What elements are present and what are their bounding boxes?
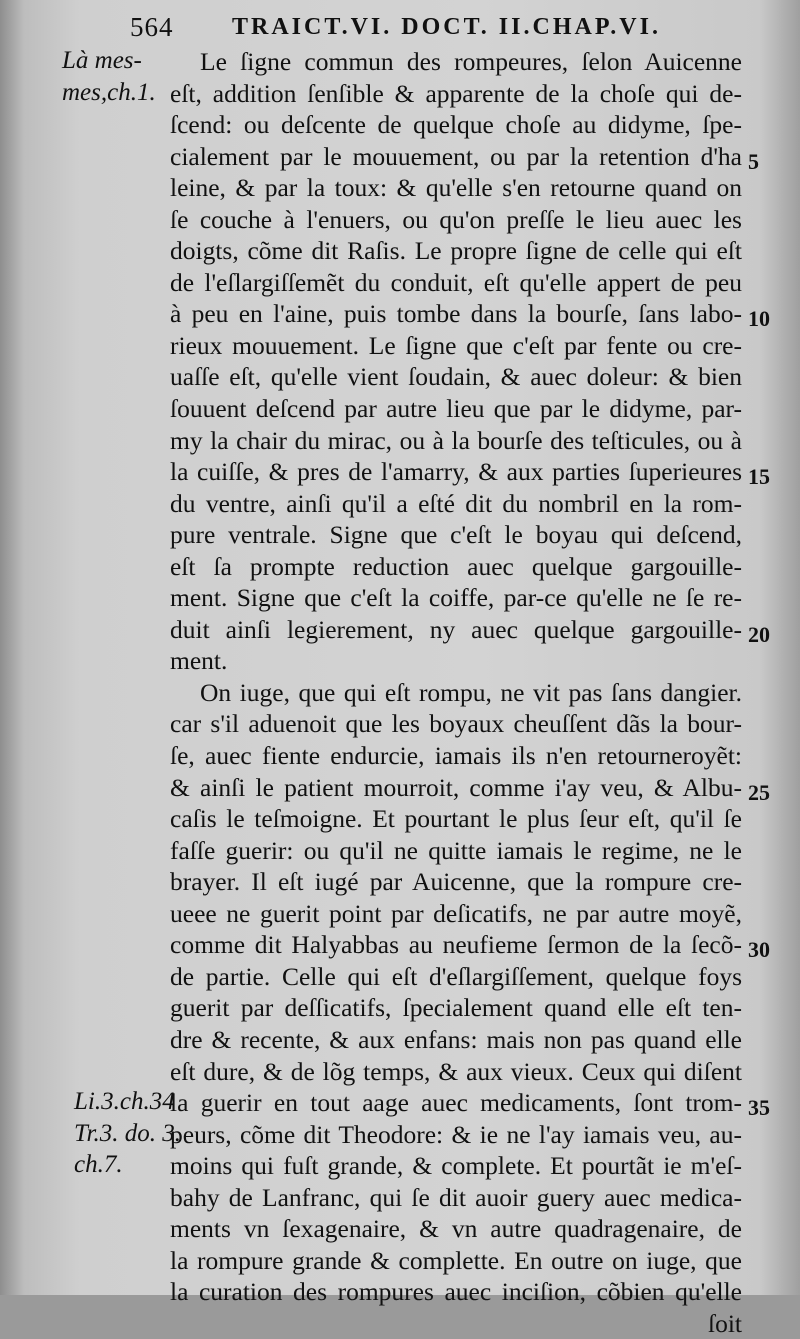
running-title: TRAICT.VI. DOCT. II.CHAP.VI.	[232, 14, 661, 40]
text-line: à peu en l'aine, puis tombe dans la bourſe, ſans labo-	[170, 299, 742, 329]
text-line: car s'il aduenoit que les boyaux cheuſſent dãs la bour-	[170, 709, 742, 739]
text-line: eſt dure, & de lõg temps, & aux vieux. Ceux qui diſent	[170, 1056, 742, 1086]
page-number: 564	[130, 12, 174, 42]
text-line: comme dit Halyabbas au neufieme ſermon de la ſecõ-	[170, 930, 742, 960]
text-line: la cuiſſe, & pres de l'amarry, & aux parties ſuperieures	[170, 457, 742, 487]
text-line: pure ventrale. Signe que c'eſt le boyau qui deſcend,	[170, 520, 742, 550]
text-line: eſt, addition ſenſible & apparente de la choſe qui de-	[170, 78, 742, 108]
text-line: eſt ſa prompte reduction auec quelque gargouille-	[170, 551, 742, 581]
text-line: Le ſigne commun des rompeures, ſelon Auicenne	[200, 47, 742, 76]
text-line: du ventre, ainſi qu'il a eſté dit du nombril en la rom-	[170, 488, 742, 518]
text-line: leine, & par la toux: & qu'elle s'en retourne quand on	[170, 173, 742, 203]
text-line: ments vn ſexagenaire, & vn autre quadragenaire, de	[170, 1214, 742, 1244]
text-line: ſe couche à l'enuers, ou qu'on preſſe le lieu auec les	[170, 204, 742, 234]
text-line: ment. Signe que c'eſt la coiffe, par-ce qu'elle ne ſe re-	[170, 583, 742, 613]
text-line: ſouuent deſcend par autre lieu que par le didyme, par-	[170, 394, 742, 424]
margin-note: Là mes-	[62, 47, 142, 74]
text-line: my la chair du mirac, ou à la bourſe des teſticules, ou à	[170, 425, 742, 455]
text-line: ueee ne guerit point par deſicatifs, ne par autre moyẽ,	[170, 898, 742, 928]
text-line: caſis le teſmoigne. Et pourtant le plus ſeur eſt, qu'il ſe	[170, 804, 742, 834]
line-number: 10	[748, 306, 770, 332]
margin-note: mes,ch.1.	[62, 78, 156, 106]
text-line: uaſſe eſt, qu'elle vient ſoudain, & auec doleur: & bien	[170, 362, 742, 392]
text-line: guerit par deſſicatifs, ſpecialement quand elle eſt ten-	[170, 993, 742, 1023]
text-line: la curation des rompures auec inciſion, cõbien qu'elle	[170, 1277, 742, 1307]
margin-note: ch.7.	[74, 1151, 123, 1179]
text-line: doigts, cõme dit Raſis. Le propre ſigne de celle qui eſt	[170, 236, 742, 266]
text-line: dre & recente, & aux enfans: mais non pas quand elle	[170, 1024, 742, 1054]
margin-note: Tr.3. do. 3.	[74, 1119, 181, 1147]
main-text	[170, 46, 742, 1339]
text-line: de l'eſlargiſſemẽt du conduit, eſt qu'elle appert de peu	[170, 267, 742, 297]
text-line: peurs, cõme dit Theodore: & ie ne l'ay iamais veu, au-	[170, 1119, 742, 1149]
line-number: 35	[748, 1095, 770, 1121]
text-line: duit ainſi legierement, ny auec quelque gargouille-	[170, 614, 742, 644]
line-number: 25	[748, 779, 770, 805]
text-line: la rompure grande & complette. En outre on iuge, que	[170, 1245, 742, 1275]
text-line: On iuge, que qui eſt rompu, ne vit pas ſans dangier.	[200, 677, 742, 707]
page-header	[0, 12, 800, 42]
text-line: moins qui fuſt grande, & complete. Et pourtãt ie m'eſ-	[170, 1151, 742, 1181]
text-line: bahy de Lanfranc, qui ſe dit auoir guery auec medica-	[170, 1182, 742, 1212]
text-line: ment.	[170, 646, 228, 676]
text-line: cialement par le mouuement, ou par la retention d'ha	[170, 141, 742, 171]
text-line: de partie. Celle qui eſt d'eſlargiſſement, quelque foys	[170, 961, 742, 991]
text-line: & ainſi le patient mourroit, comme i'ay veu, & Albu-	[170, 772, 742, 802]
line-number: 20	[748, 621, 770, 647]
text-line: la guerir en tout aage auec medicaments, ſont trom-	[170, 1088, 742, 1118]
line-number: 30	[748, 937, 770, 963]
text-line: brayer. Il eſt iugé par Auicenne, que la rompure cre-	[170, 867, 742, 897]
text-line: ſcend: ou deſcente de quelque choſe au didyme, ſpe-	[170, 110, 742, 140]
line-number: 15	[748, 464, 770, 490]
margin-note: Li.3.ch.34	[74, 1088, 175, 1116]
catchword: ſoit	[707, 1308, 742, 1338]
line-number: 5	[748, 148, 759, 174]
text-line: ſe, auec fiente endurcie, iamais ils n'en retourneroyẽt:	[170, 741, 742, 771]
text-line: faſſe guerir: ou qu'il ne quitte iamais le regime, ne le	[170, 835, 742, 865]
text-line: rieux mouuement. Le ſigne que c'eſt par fente ou cre-	[170, 330, 742, 360]
